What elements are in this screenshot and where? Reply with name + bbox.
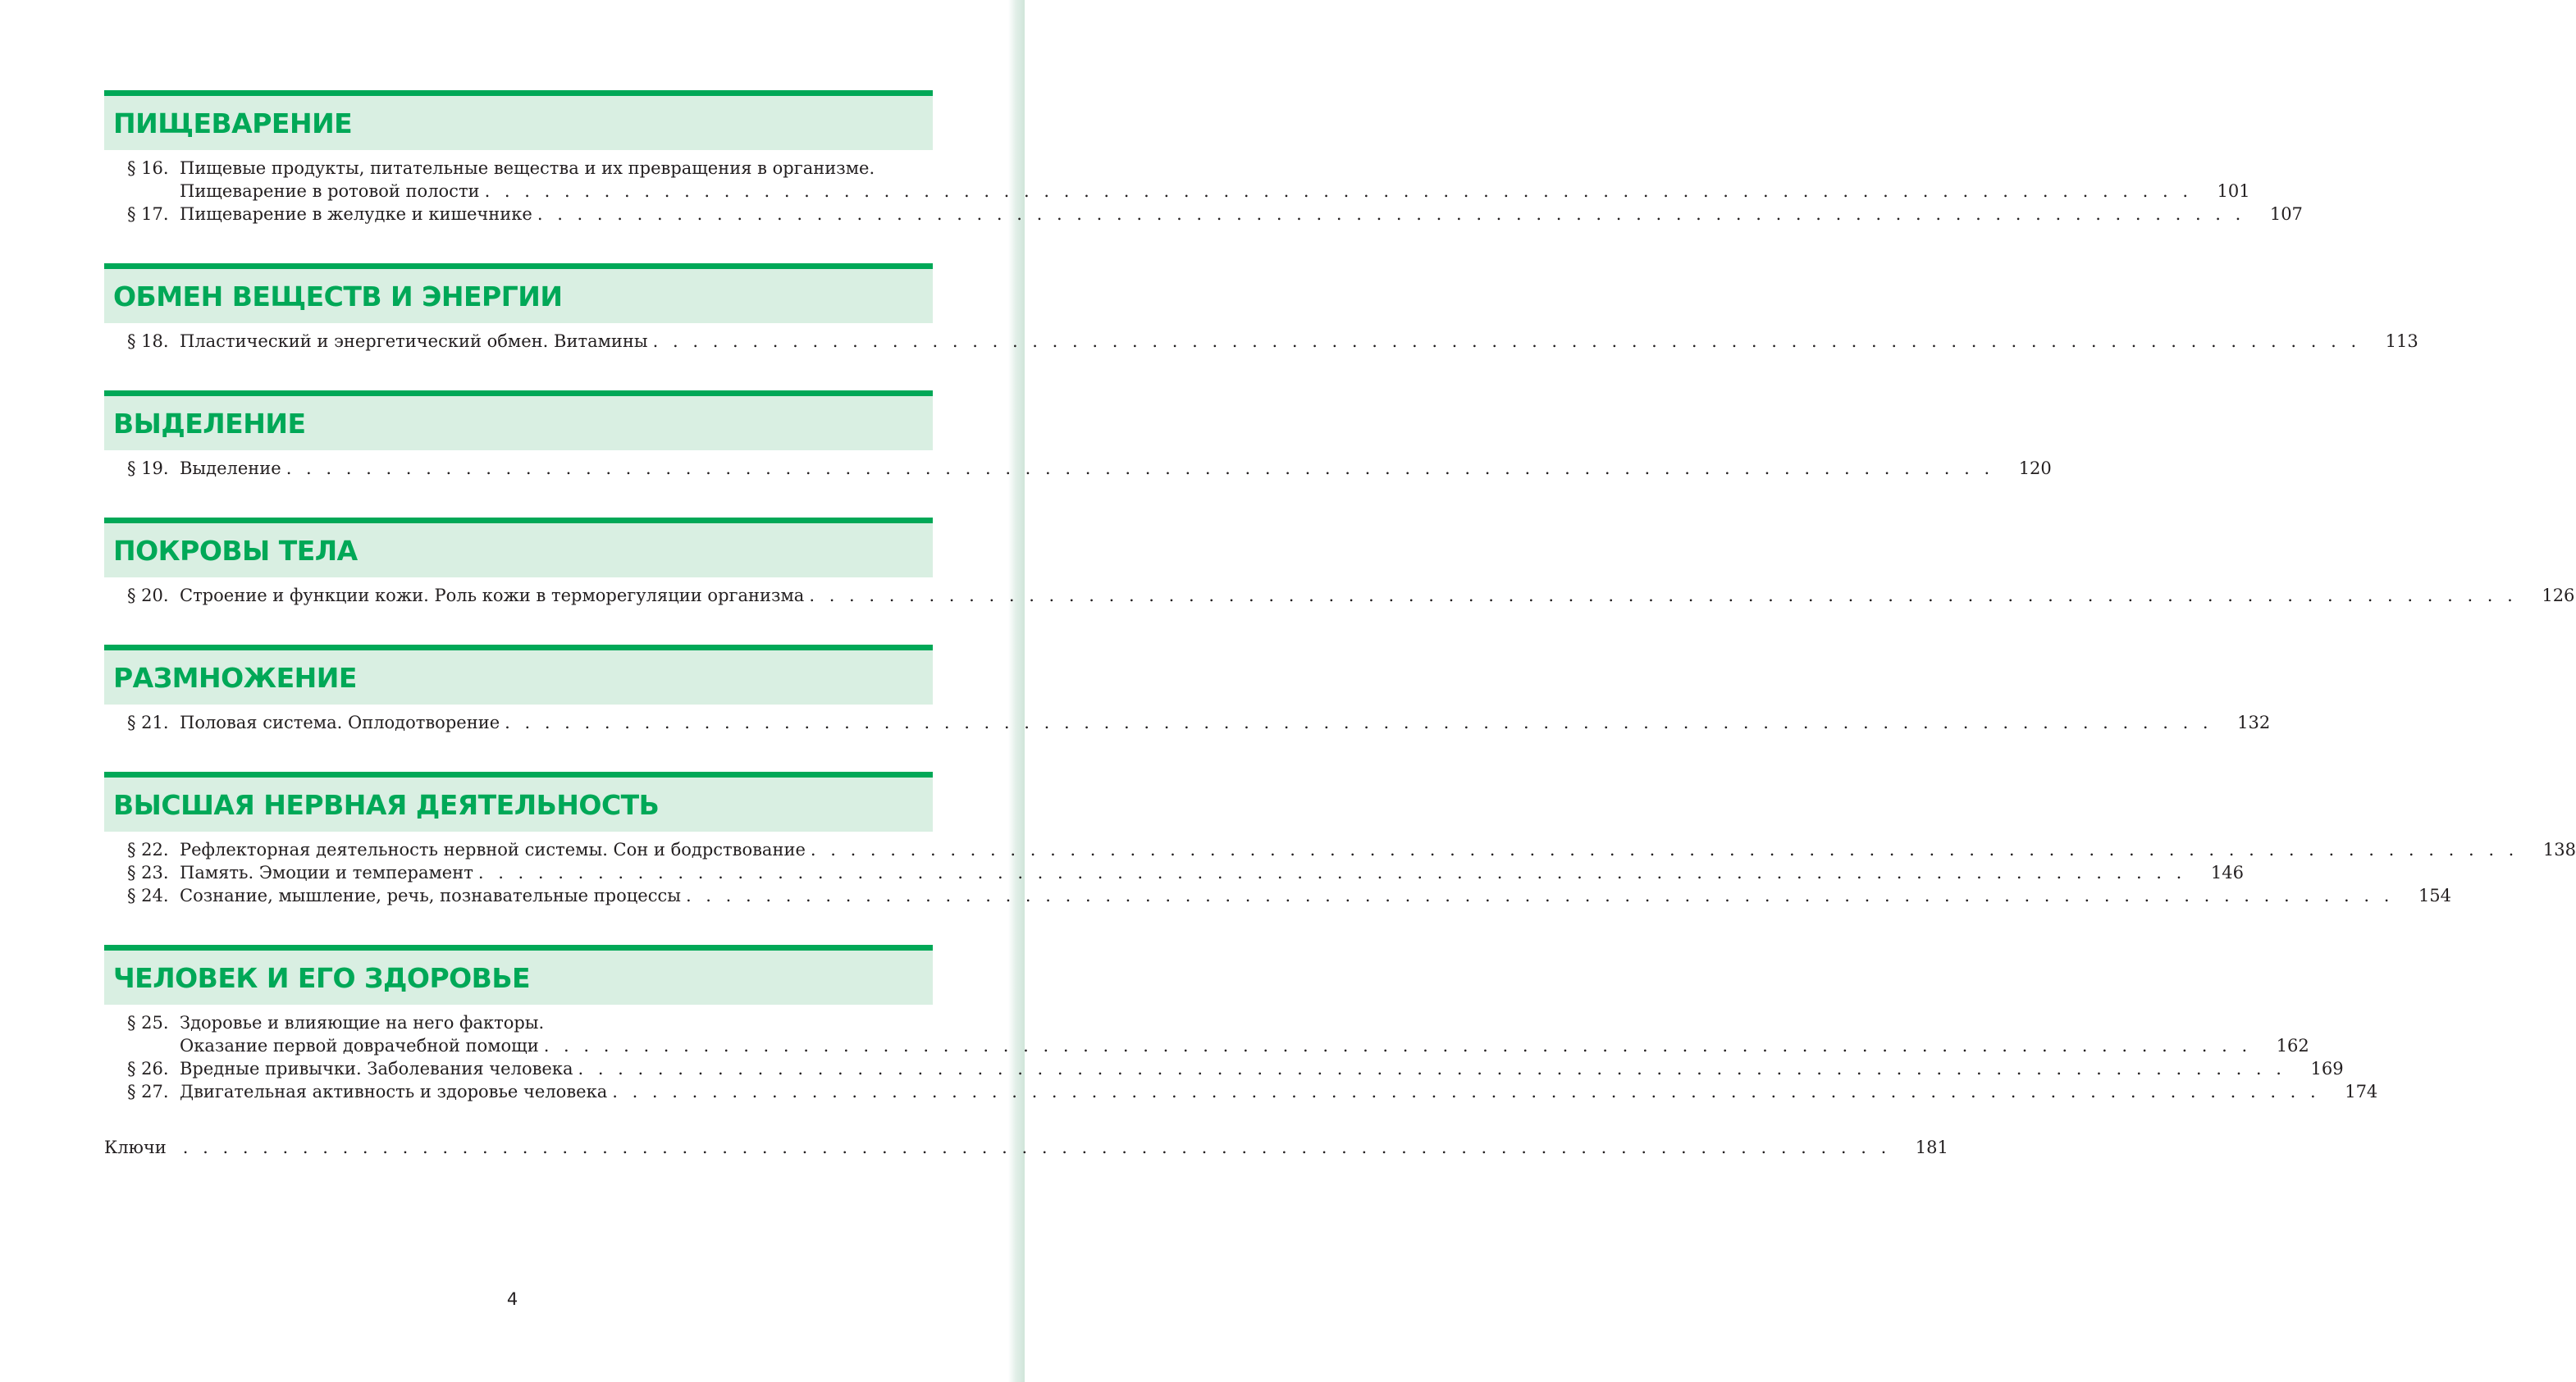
table-of-contents bbox=[104, 90, 2576, 1159]
paragraph-number: § 25. bbox=[127, 1013, 169, 1033]
keys-label: Ключи bbox=[104, 1138, 167, 1157]
toc-entry[interactable] bbox=[104, 1057, 2344, 1080]
entry-title-row bbox=[180, 884, 2452, 907]
dot-leader: . . . . . . . . . . . . . . . . . . . . . . . . . . . . . . . . . . . . . . . . . . . . . . . . . . . . . . . . . . . . . . . . . . . . . . . . . . . . . . . . . . . . . . bbox=[685, 886, 2394, 905]
entry-page-number: 154 bbox=[2418, 886, 2452, 905]
toc-section bbox=[104, 390, 2052, 480]
entry-title-row bbox=[180, 180, 2250, 203]
toc-section bbox=[104, 645, 2271, 734]
entry-title: Сознание, мышление, речь, познавательные процессы bbox=[180, 886, 681, 905]
entry-page-number: 132 bbox=[2237, 713, 2271, 732]
entry-page-number: 169 bbox=[2310, 1059, 2344, 1079]
paragraph-number: § 19. bbox=[127, 458, 169, 478]
paragraph-number: § 26. bbox=[127, 1059, 169, 1079]
paragraph-number: § 27. bbox=[127, 1082, 169, 1101]
toc-entry[interactable] bbox=[104, 330, 2418, 353]
entry-title: Пластический и энергетический обмен. Витамины bbox=[180, 331, 648, 351]
entry-page-number: 162 bbox=[2276, 1036, 2309, 1056]
paragraph-number: § 20. bbox=[127, 586, 169, 605]
keys-page-number: 181 bbox=[1915, 1138, 1948, 1157]
paragraph-number: § 24. bbox=[127, 886, 169, 905]
paragraph-number: § 16. bbox=[127, 158, 169, 178]
toc-entry[interactable] bbox=[104, 1011, 2309, 1057]
dot-leader: . . . . . . . . . . . . . . . . . . . . . . . . . . . . . . . . . . . . . . . . . . . . . . . . . . . . . . . . . . . . . . . . . . . . . . . . . . . . . . . . . . . . . . bbox=[285, 458, 1994, 478]
paragraph-number: § 18. bbox=[127, 331, 169, 351]
section-title: ВЫСШАЯ НЕРВНАЯ ДЕЯТЕЛЬНОСТЬ bbox=[113, 788, 660, 821]
section-header bbox=[104, 263, 933, 323]
entry-title-row bbox=[180, 1080, 2378, 1103]
entry-title: Рефлекторная деятельность нервной системы. Сон и бодрствование bbox=[180, 840, 806, 860]
entry-page-number: 120 bbox=[2018, 458, 2052, 478]
toc-section bbox=[104, 772, 2576, 907]
paragraph-number: § 21. bbox=[127, 713, 169, 732]
toc-entry[interactable] bbox=[104, 838, 2576, 861]
dot-leader: . . . . . . . . . . . . . . . . . . . . . . . . . . . . . . . . . . . . . . . . . . . . . . . . . . . . . . . . . . . . . . . . . . . . . . . . . . . . . . . . . . . . . . bbox=[652, 331, 2361, 351]
toc-entry[interactable] bbox=[104, 861, 2244, 884]
entry-title: Память. Эмоции и темперамент bbox=[180, 863, 473, 883]
entry-title: Выделение bbox=[180, 458, 281, 478]
entry-title-row bbox=[180, 861, 2244, 884]
entry-title-row bbox=[180, 838, 2576, 861]
toc-entry[interactable] bbox=[104, 884, 2452, 907]
section-title: ПИЩЕВАРЕНИЕ bbox=[113, 107, 353, 139]
entry-page-number: 101 bbox=[2217, 181, 2250, 201]
paragraph-number: § 23. bbox=[127, 863, 169, 883]
dot-leader: . . . . . . . . . . . . . . . . . . . . . . . . . . . . . . . . . . . . . . . . . . . . . . . . . . . . . . . . . . . . . . . . . . . . . . . . . . . . . . . . . . . . . . bbox=[484, 181, 2193, 201]
section-title: ОБМЕН ВЕЩЕСТВ И ЭНЕРГИИ bbox=[113, 280, 563, 312]
toc-entry[interactable] bbox=[104, 157, 2250, 203]
entry-title-row bbox=[180, 711, 2271, 734]
entry-title-row bbox=[180, 1057, 2344, 1080]
section-header bbox=[104, 390, 933, 450]
dot-leader: . . . . . . . . . . . . . . . . . . . . . . . . . . . . . . . . . . . . . . . . . . . . . . . . . . . . . . . . . . . . . . . . . . . . . . . . . . . . . . . . . . . . . . bbox=[578, 1059, 2286, 1079]
toc-section bbox=[104, 518, 2575, 607]
entry-page-number: 146 bbox=[2210, 863, 2244, 883]
toc-section bbox=[104, 263, 2418, 353]
entry-title: Пищеварение в ротовой полости bbox=[180, 181, 480, 201]
toc-entry[interactable] bbox=[104, 203, 2303, 226]
dot-leader: . . . . . . . . . . . . . . . . . . . . . . . . . . . . . . . . . . . . . . . . . . . . . . . . . . . . . . . . . . . . . . . . . . . . . . . . . . . . . . . . . . . . . . bbox=[182, 1138, 1891, 1157]
section-header bbox=[104, 945, 933, 1005]
toc-entry-keys[interactable] bbox=[104, 1136, 1948, 1159]
toc-entry[interactable] bbox=[104, 711, 2271, 734]
toc-section bbox=[104, 945, 2378, 1103]
entry-title-row bbox=[180, 584, 2575, 607]
entry-title-row bbox=[180, 330, 2418, 353]
dot-leader: . . . . . . . . . . . . . . . . . . . . . . . . . . . . . . . . . . . . . . . . . . . . . . . . . . . . . . . . . . . . . . . . . . . . . . . . . . . . . . . . . . . . . . bbox=[612, 1082, 2321, 1101]
section-title: ЧЕЛОВЕК И ЕГО ЗДОРОВЬЕ bbox=[113, 961, 531, 994]
entry-title: Двигательная активность и здоровье человека bbox=[180, 1082, 608, 1101]
entry-title-row bbox=[180, 457, 2052, 480]
toc-entry[interactable] bbox=[104, 584, 2575, 607]
dot-leader: . . . . . . . . . . . . . . . . . . . . . . . . . . . . . . . . . . . . . . . . . . . . . . . . . . . . . . . . . . . . . . . . . . . . . . . . . . . . . . . . . . . . . . bbox=[543, 1036, 2252, 1056]
dot-leader: . . . . . . . . . . . . . . . . . . . . . . . . . . . . . . . . . . . . . . . . . . . . . . . . . . . . . . . . . . . . . . . . . . . . . . . . . . . . . . . . . . . . . . bbox=[505, 713, 2213, 732]
section-header bbox=[104, 645, 933, 705]
entry-title: Пищеварение в желудке и кишечнике bbox=[180, 204, 532, 224]
paragraph-number: § 17. bbox=[127, 204, 169, 224]
entry-title-row bbox=[180, 1034, 2309, 1057]
dot-leader: . . . . . . . . . . . . . . . . . . . . . . . . . . . . . . . . . . . . . . . . . . . . . . . . . . . . . . . . . . . . . . . . . . . . . . . . . . . . . . . . . . . . . . bbox=[477, 863, 2186, 883]
entry-title-line: Пищевые продукты, питательные вещества и их превращения в организме. bbox=[180, 158, 875, 178]
dot-leader: . . . . . . . . . . . . . . . . . . . . . . . . . . . . . . . . . . . . . . . . . . . . . . . . . . . . . . . . . . . . . . . . . . . . . . . . . . . . . . . . . . . . . . bbox=[810, 840, 2519, 860]
entry-page-number: 174 bbox=[2345, 1082, 2378, 1101]
section-header bbox=[104, 518, 933, 577]
entry-title: Оказание первой доврачебной помощи bbox=[180, 1036, 539, 1056]
entry-title: Строение и функции кожи. Роль кожи в терморегуляции организма bbox=[180, 586, 805, 605]
entry-title-line: Здоровье и влияющие на него факторы. bbox=[180, 1013, 545, 1033]
section-title: ВЫДЕЛЕНИЕ bbox=[113, 407, 306, 440]
entry-page-number: 138 bbox=[2542, 840, 2576, 860]
entry-title-row bbox=[180, 203, 2303, 226]
section-title: РАЗМНОЖЕНИЕ bbox=[113, 661, 357, 694]
toc-entry[interactable] bbox=[104, 457, 2052, 480]
entry-title: Половая система. Оплодотворение bbox=[180, 713, 500, 732]
toc-section bbox=[104, 90, 2303, 226]
section-header bbox=[104, 772, 933, 832]
section-title: ПОКРОВЫ ТЕЛА bbox=[113, 534, 358, 567]
paragraph-number: § 22. bbox=[127, 840, 169, 860]
entry-page-number: 107 bbox=[2269, 204, 2303, 224]
dot-leader: . . . . . . . . . . . . . . . . . . . . . . . . . . . . . . . . . . . . . . . . . . . . . . . . . . . . . . . . . . . . . . . . . . . . . . . . . . . . . . . . . . . . . . bbox=[809, 586, 2518, 605]
entry-title: Вредные привычки. Заболевания человека bbox=[180, 1059, 573, 1079]
toc-entry[interactable] bbox=[104, 1080, 2378, 1103]
dot-leader: . . . . . . . . . . . . . . . . . . . . . . . . . . . . . . . . . . . . . . . . . . . . . . . . . . . . . . . . . . . . . . . . . . . . . . . . . . . . . . . . . . . . . . bbox=[537, 204, 2245, 224]
entry-page-number: 113 bbox=[2385, 331, 2418, 351]
entry-page-number: 126 bbox=[2542, 586, 2575, 605]
page-number: 4 bbox=[506, 1289, 518, 1309]
section-header bbox=[104, 90, 933, 150]
